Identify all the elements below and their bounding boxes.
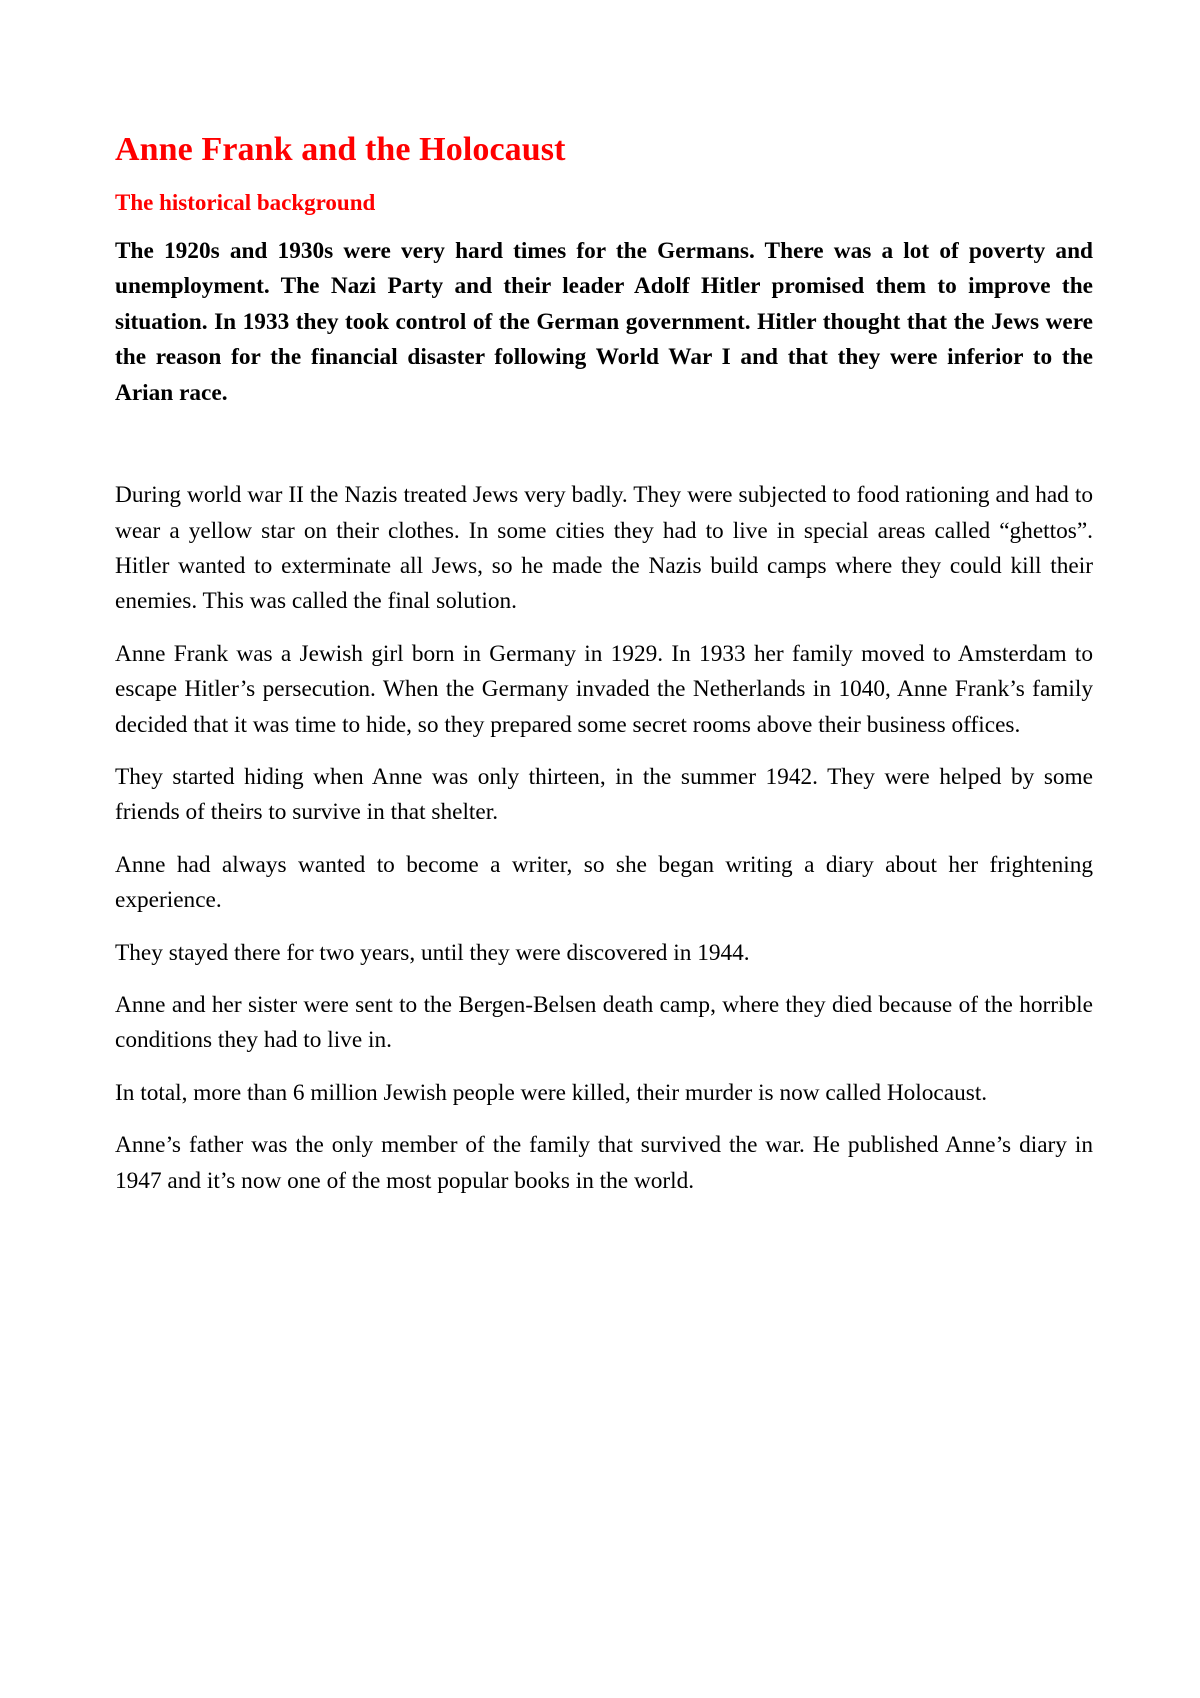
paragraph-world-war: During world war II the Nazis treated Jews very badly. They were subjected to food rationing and had to wear a yellow star on their clothes. In some cities they had to live in special areas called “ghettos”. Hitler wanted to exterminate all Jews, so he made the Nazis build camps where they could kill their enemies. This was called the final solution. xyxy=(115,482,1093,615)
document-title: Anne Frank and the Holocaust xyxy=(115,131,566,168)
paragraph-death-camp: Anne and her sister were sent to the Bergen-Belsen death camp, where they died because of the horrible conditions they had to live in. xyxy=(115,991,1093,1054)
paragraph-hiding: They started hiding when Anne was only thirteen, in the summer 1942. They were helped by some friends of theirs to survive in that shelter. xyxy=(115,763,1093,826)
paragraph-father: Anne’s father was the only member of the family that survived the war. He published Anne’s diary in 1947 and it’s now one of the most popular books in the world. xyxy=(115,1132,1093,1194)
document-page xyxy=(115,128,1093,1199)
paragraph-discovered: They stayed there for two years, until they were discovered in 1944. xyxy=(115,939,750,966)
paragraph-anne-frank: Anne Frank was a Jewish girl born in Germany in 1929. In 1933 her family moved to Amsterdam to escape Hitler’s persecution. When the Germany invaded the Netherlands in 1040, Anne Frank’s family decided that it was time to hide, so they prepared some secret rooms above their business offices. xyxy=(115,640,1093,738)
paragraph-diary: Anne had always wanted to become a writer, so she began writing a diary about her frightening experience. xyxy=(115,851,1093,914)
intro-paragraph: The 1920s and 1930s were very hard times for the Germans. There was a lot of poverty and unemployment. The Nazi Party and their leader Adolf Hitler promised them to improve the situation. In 1933 they took control of the German government. Hitler thought that the Jews were the reason for the financial disaster following World War I and that they were inferior to the Arian race. xyxy=(115,238,1093,406)
paragraph-holocaust: In total, more than 6 million Jewish people were killed, their murder is now called Holocaust. xyxy=(115,1079,988,1106)
section-subtitle: The historical background xyxy=(115,190,376,216)
